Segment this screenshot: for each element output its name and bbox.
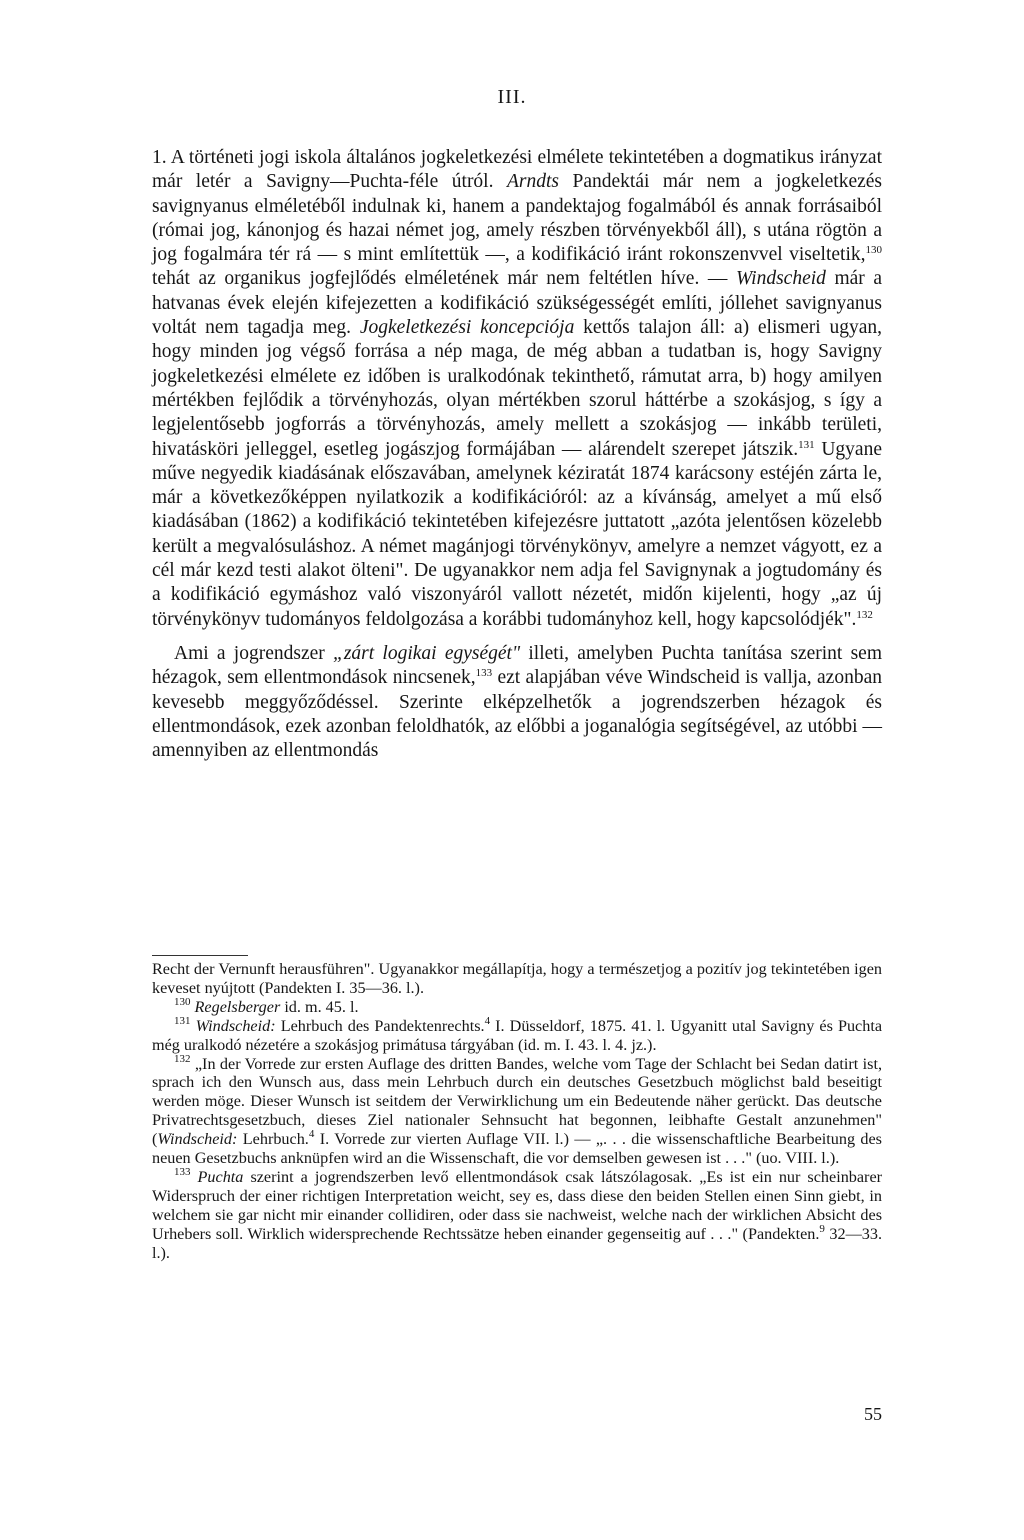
footnote-ref-132: 132 <box>856 608 873 621</box>
edition-superscript: 4 <box>308 1128 315 1141</box>
footnote-author: Regelsberger <box>194 997 281 1016</box>
paragraph-1-text: kettős talajon áll: a) elismeri ugyan, hogy minden jog végső forrása a nép maga, de még abban a tudatban is, hogy Savigny jogkeletkezési elmélete ez időben is uralkodónak tekinthető, rámutat arra, b) hogy amilyen mértékben fejlődik a törvényhozás, olyan mértékben szorul háttérbe a szokásjog, s így a legjelentősebb jogforrás a törvényhozás, amely mellett a szokásjog — inkább területi, hivatásköri jelleggel, esetleg jogászjog formájában — alárendelt szerepet játszik. <box>152 317 883 460</box>
footnote-divider <box>152 955 248 956</box>
footnote-ref-131: 131 <box>798 438 815 451</box>
footnote-text: Lehrbuch des Pandektenrechts. <box>280 1016 485 1035</box>
footnote-author: Windscheid: <box>157 1130 238 1149</box>
footnote-text: szerint a jogrendszerben levő ellentmondások csak látszólagosak. „Es ist ein nur scheinbarer Widerspruch der einer richtigen Interpretation weicht, sey es, dass diese den beiden Stellen einen Sinn giebt, in welchem sie gar nicht mir einander collidiren, oder dass sie nachweist, welche nach der wirklichen Absicht des Urhebers soll. Wirklich widersprechende Rechtssätze heben einander gegenseitig auf . . ." (Pandekten. <box>152 1167 883 1243</box>
edition-superscript: 9 <box>819 1222 825 1235</box>
footnote-ref-130: 130 <box>865 244 882 257</box>
footnote-130 <box>152 995 882 1017</box>
footnotes <box>152 960 882 1263</box>
paragraph-2 <box>152 642 882 763</box>
author-arndts: Arndts <box>506 171 559 193</box>
footnote-ref-133: 133 <box>475 667 493 680</box>
paragraph-1-text: Pandektái már nem a jogkeletkezés savignyanus elméletéből indulnak ki, hanem a pandektajog fogalmából és annak forrásaiból (római jog, kánonjog és hazai német jog, amely részben törvényekből áll), s utána rögtön a jog fogalmára tér rá — s mint említettük —, a kodifikáció iránt rokonszenvvel viseltetik, <box>152 171 883 266</box>
paragraph-1-text: Ugyane műve negyedik kiadásának előszavában, amelynek kéziratát 1874 karácsony estéjén zárta le, már a következőképpen nyilatkozik a kodifikációról: az a kívánság, amelyet a mű első kiadásában (1862) a kodifikáció tekintetében kifejezésre juttatott „azóta jelentősen közelebb került a megvalósuláshoz. A német magánjogi törvénykönyv, amelyre a nemzet vágyott, ez a cél már kezd testi alakot ölteni". De ugyanakkor nem adja fel Savignynak a jogtudomány és a kodifikáció egymáshoz való viszonyáról vallott nézetét, midőn kijelenti, hogy „az új törvénykönyv tudományos feldolgozása a korábbi tudományhoz kell, hogy kapcsolódjék". <box>152 438 882 630</box>
paragraph-1-text: tehát az organikus jogfejlődés elméletének már nem feltétlen híve. — <box>152 268 728 290</box>
footnote-continuation: Recht der Vernunft herausführen". Ugyanakkor megállapítja, hogy a természetjog a pozitív jog tekintetében igen keveset nyújtott (Pandekten I. 35—36. l.). <box>152 960 882 997</box>
emphasis-jogkeletkezesi: Jogkeletkezési koncepciója <box>359 317 575 339</box>
footnote-number: 131 <box>174 1014 191 1027</box>
footnote-text: 32—33. l.). <box>152 1224 882 1262</box>
footnote-text: I. Vorrede zur vierten Auflage VII. l.) — „. . . die wissenschaftliche Bearbeitung des neuen Gesetzbuchs anknüpfen wird an die Wissenschaft, die vor demselben gewesen ist . . ." (uo. VIII. l.). <box>152 1130 882 1168</box>
paragraph-2-text: ezt alapjában véve Windscheid is vallja, azonban kevesebb meggyőződéssel. Szerinte elképzelhetők a jogrendszerben hézagok és ellentmondások, ezek azonban feloldhatók, az előbbi a joganalógia segítségével, az utóbbi — amennyiben az ellentmondás <box>152 667 882 762</box>
footnote-author: Puchta <box>197 1167 244 1186</box>
footnote-text: id. m. 45. l. <box>284 997 359 1016</box>
paragraph-2-text: illeti, amelyben Puchta tanítása szerint sem hézagok, sem ellentmondások nincsenek, <box>152 642 882 689</box>
footnote-text: „In der Vorrede zur ersten Auflage des dritten Bandes, welche vom Tage der Schlacht bei Sedan datirt ist, sprach ich den Wunsch aus, dass mein Lehrbuch durch ein deutsches Gesetzbuch möglichst bald beseitigt werden möge. Dieser Wunsch ist seitdem der Verwirklichung um ein Bedeutende näher gerückt. Das deutsche Privatrechtsgesetzbuch, dieses Ziel nationaler Sehnsucht hat begonnen, leibhafte Gestalt anzunehmen" ( <box>152 1054 883 1149</box>
footnote-number: 133 <box>174 1165 191 1178</box>
footnote-text: Lehrbuch. <box>242 1130 309 1149</box>
footnote-131 <box>152 1014 883 1055</box>
author-windscheid: Windscheid <box>735 268 826 290</box>
paragraph-1 <box>152 146 882 632</box>
footnote-133 <box>152 1165 883 1263</box>
main-text <box>152 146 882 763</box>
edition-superscript: 4 <box>484 1014 491 1027</box>
footnote-text: I. Düsseldorf, 1875. 41. l. Ugyanitt utal Savigny és Puchta még uralkodó nézetére a szokásjog primátusa tárgyában (id. m. I. 43. l. 4. jz.). <box>152 1016 883 1054</box>
footnote-132 <box>152 1052 883 1168</box>
paragraph-1-lead: 1. A történeti jogi iskola általános jogkeletkezési elmélete tekintetében a dogmatikus irányzat már letér a Savigny—Puchta-féle útról. <box>152 147 882 193</box>
page-number: 55 <box>864 1404 882 1424</box>
chapter-heading: III. <box>497 86 527 108</box>
paragraph-1-text: már a hatvanas évek elején kifejezetten a kodifikáció szükségességét említi, jóllehet savignyanus voltát nem tagadja meg. <box>152 268 883 339</box>
paragraph-2-text: Ami a jogrendszer <box>174 642 325 664</box>
footnote-number: 132 <box>174 1052 191 1065</box>
emphasis-zart-logikai: „zárt logikai egységét" <box>333 642 521 664</box>
footnote-number: 130 <box>174 995 191 1008</box>
footnote-author: Windscheid: <box>195 1016 276 1035</box>
